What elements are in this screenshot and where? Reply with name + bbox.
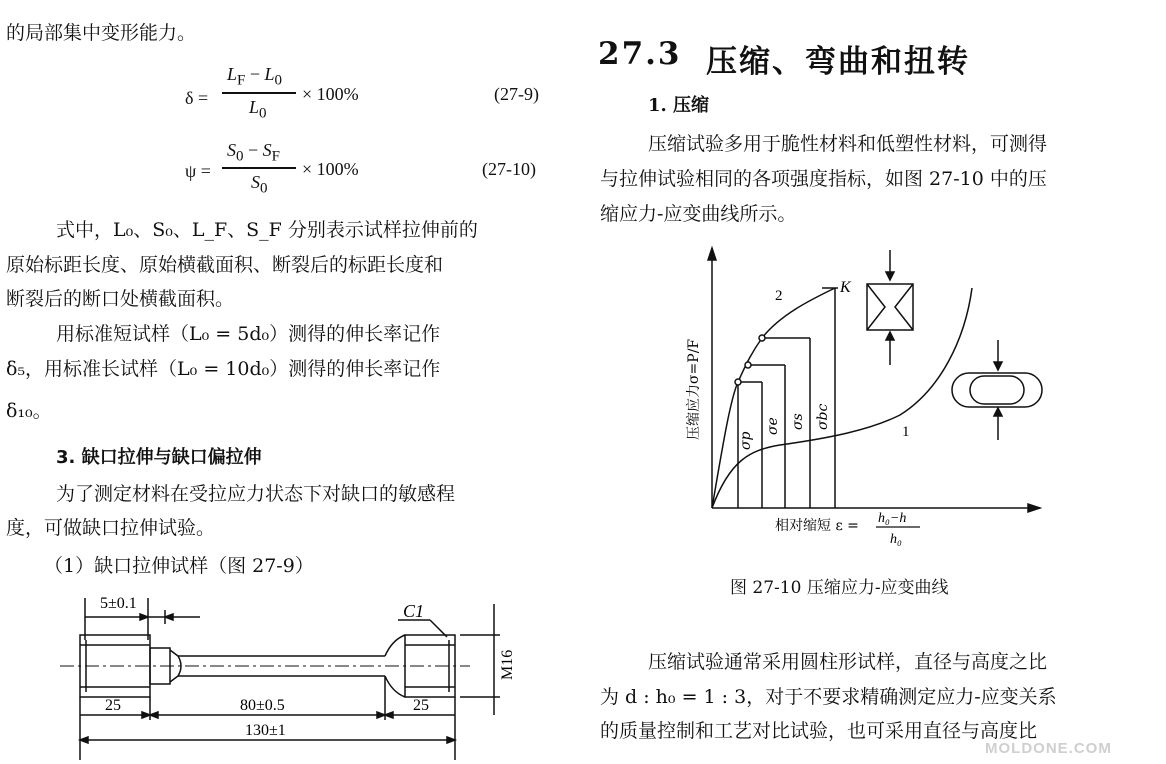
specimen-drawing <box>0 590 540 764</box>
curve-label: 1 <box>902 424 910 440</box>
paragraph-line: 缩应力-应变曲线所示。 <box>600 203 797 225</box>
paragraph-line: 原始标距长度、原始横截面积、断裂后的标距长度和 <box>6 254 444 276</box>
equation-number: (27-9) <box>494 84 539 104</box>
text-line: 的局部集中变形能力。 <box>6 22 197 44</box>
formula-denominator: $L_0$ <box>249 97 267 122</box>
dim-label: C1 <box>403 601 425 621</box>
x-axis-fraction-num: h₀−h <box>878 511 907 526</box>
fraction-bar <box>222 92 296 94</box>
section-title: 压缩、弯曲和扭转 <box>706 44 970 80</box>
stress-strain-figure <box>680 240 1060 560</box>
dim-label: 80±0.5 <box>240 697 285 714</box>
formula-numerator: $S_0 - S_F$ <box>227 140 280 165</box>
point-label: K <box>840 279 851 296</box>
paragraph-line: 的质量控制和工艺对比试验，也可采用直径与高度比 <box>600 720 1038 742</box>
stress-label: σe <box>765 417 781 435</box>
formula-lhs: δ = <box>185 88 209 108</box>
paragraph-line: 用标准短试样（L₀ = 5d₀）测得的伸长率记作 <box>56 323 441 345</box>
paragraph-line: 为 d : h₀ = 1 : 3，对于不要求精确测定应力-应变关系 <box>600 686 1057 708</box>
watermark: MOLDONE.COM <box>985 740 1112 757</box>
paragraph-line: 式中，L₀、S₀、L_F、S_F 分别表示试样拉伸前的 <box>56 219 478 241</box>
formula-lhs: ψ = <box>185 161 211 181</box>
section-number: 27.3 <box>598 36 682 72</box>
formula-denominator: $S_0$ <box>251 172 268 197</box>
formula-numerator: $L_F - L_0$ <box>227 64 283 89</box>
stress-label: σp <box>738 431 754 450</box>
paragraph-line: δ₅，用标准长试样（L₀ = 10d₀）测得的伸长率记作 <box>6 358 441 380</box>
x-axis-label: 相对缩短 ε = <box>775 518 859 534</box>
stress-label: σs <box>790 413 806 430</box>
paragraph-line: δ₁₀。 <box>6 400 52 422</box>
list-item: （1）缺口拉伸试样（图 27-9） <box>44 555 314 577</box>
formula-multiplier: × 100% <box>302 84 359 104</box>
paragraph-line: 压缩试验多用于脆性材料和低塑性材料，可测得 <box>648 133 1048 155</box>
dim-label: M16 <box>499 649 516 680</box>
figure-caption: 图 27-10 压缩应力-应变曲线 <box>730 578 949 598</box>
paragraph-line: 断裂后的断口处横截面积。 <box>6 288 235 310</box>
formula-multiplier: × 100% <box>302 159 359 179</box>
equation-number: (27-10) <box>482 159 536 179</box>
dim-label: 5±0.1 <box>100 595 137 612</box>
y-axis-label: 压缩应力σ=P/F <box>686 338 702 440</box>
paragraph-line: 与拉伸试验相同的各项强度指标，如图 27-10 中的压 <box>600 168 1047 190</box>
dim-label: 25 <box>413 697 429 714</box>
paragraph-line: 压缩试验通常采用圆柱形试样，直径与高度之比 <box>648 651 1048 673</box>
fraction-bar <box>222 167 296 169</box>
x-axis-fraction-den: h₀ <box>890 532 902 547</box>
paragraph-line: 为了测定材料在受拉应力状态下对缺口的敏感程 <box>56 483 456 505</box>
paragraph-line: 度，可做缺口拉伸试验。 <box>6 517 216 539</box>
dim-label: 130±1 <box>245 722 286 739</box>
curve-label: 2 <box>775 288 783 304</box>
subsection-heading: 1. 压缩 <box>648 95 710 116</box>
stress-label: σbc <box>815 403 831 430</box>
dim-label: 25 <box>105 697 121 714</box>
section-heading: 3. 缺口拉伸与缺口偏拉伸 <box>56 447 262 468</box>
